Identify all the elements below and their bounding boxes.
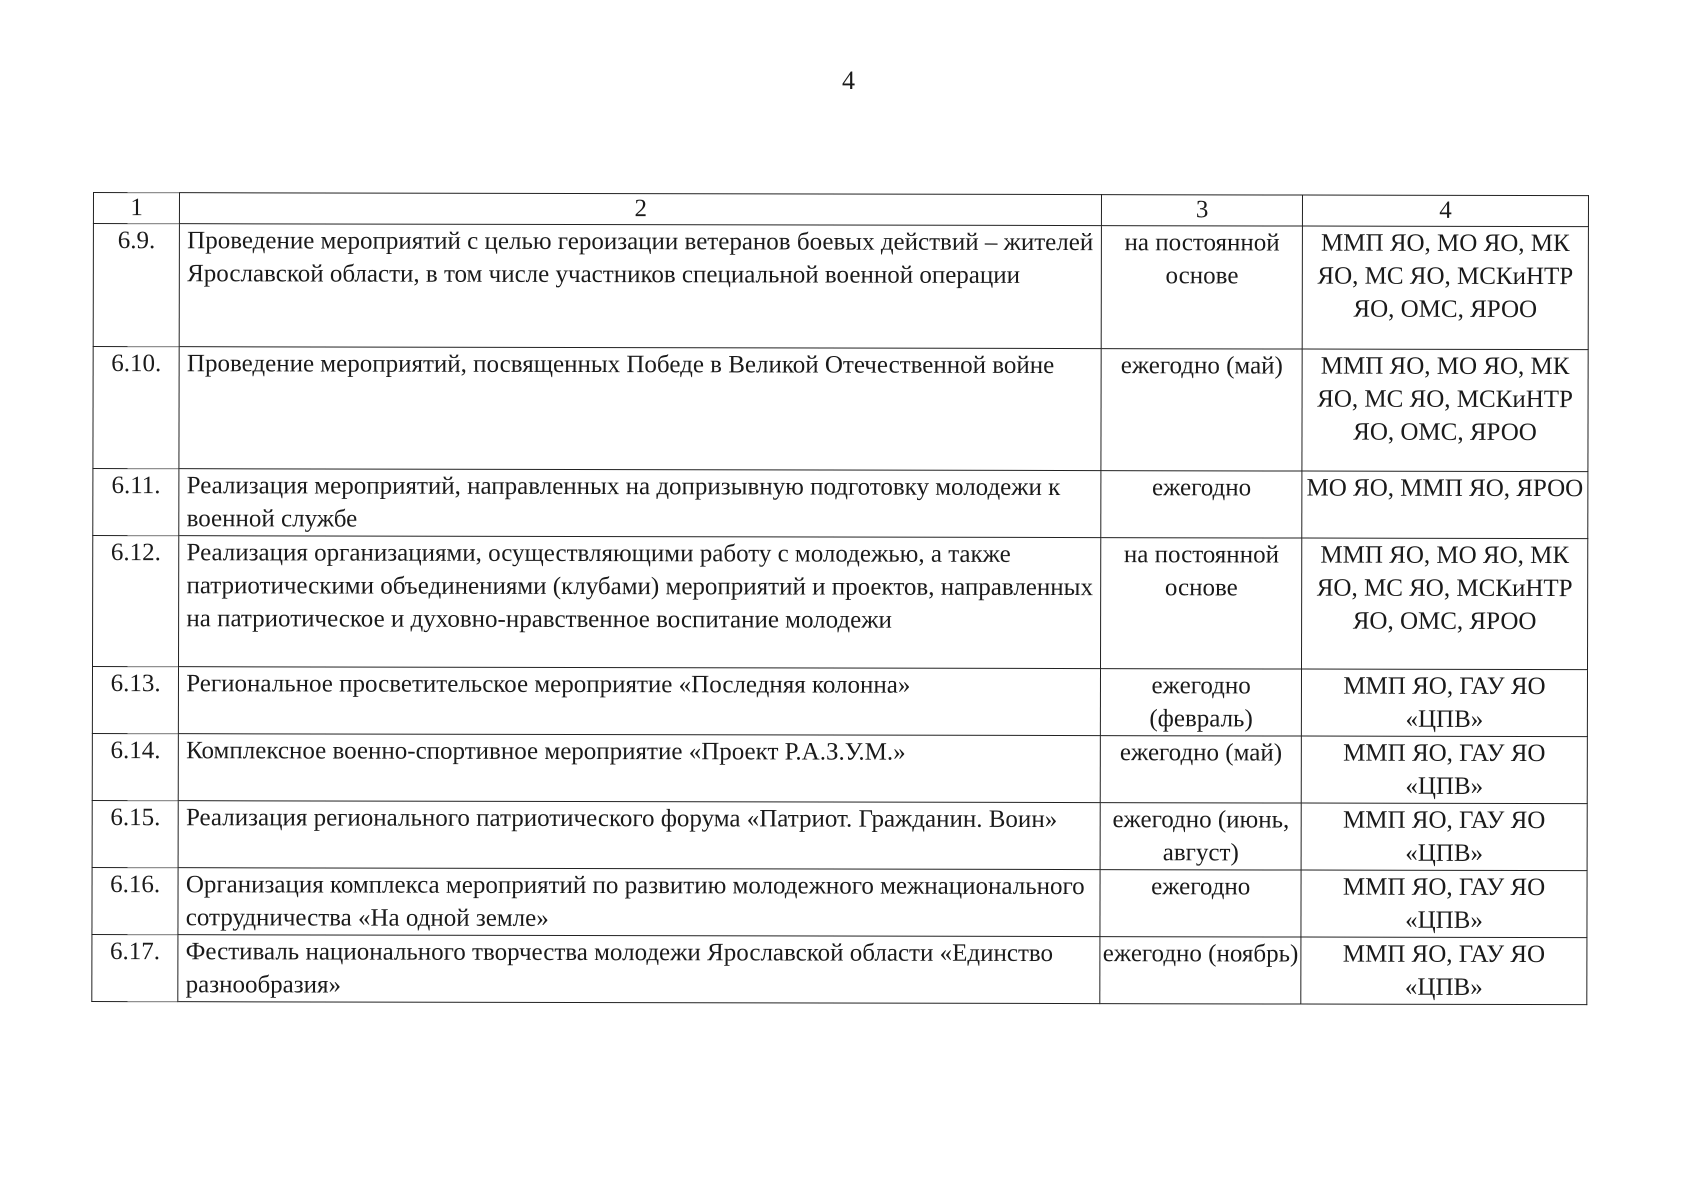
event-executors: ММП ЯО, МО ЯО, МК ЯО, МС ЯО, МСКиНТР ЯО, ОМС, ЯРОО <box>1302 349 1588 472</box>
table-row <box>92 733 1587 803</box>
row-number: 6.13. <box>92 667 178 734</box>
event-term: ежегодно (ноябрь) <box>1100 937 1301 1004</box>
header-col-1: 1 <box>93 193 179 224</box>
row-number: 6.12. <box>93 536 180 667</box>
event-executors: ММП ЯО, ГАУ ЯО «ЦПВ» <box>1301 669 1587 737</box>
table-row <box>93 536 1588 670</box>
table-row <box>93 224 1588 350</box>
event-executors: ММП ЯО, ГАУ ЯО «ЦПВ» <box>1301 870 1587 938</box>
table-row <box>92 800 1587 870</box>
event-description: Реализация организациями, осуществляющими работу с молодежью, а также патриотическими объединениями (клубами) мероприятий и проектов, направленных на патриотическое и духовно-нравственное воспитание молодежи <box>179 536 1101 669</box>
event-executors: ММП ЯО, ГАУ ЯО «ЦПВ» <box>1301 937 1587 1005</box>
header-col-2: 2 <box>180 193 1102 226</box>
events-table <box>91 192 1589 1005</box>
event-term: ежегодно <box>1100 870 1301 937</box>
row-number: 6.15. <box>92 800 178 867</box>
event-executors: ММП ЯО, МО ЯО, МК ЯО, МС ЯО, МСКиНТР ЯО, ОМС, ЯРОО <box>1302 226 1588 350</box>
event-description: Проведение мероприятий, посвященных Победе в Великой Отечественной войне <box>179 347 1101 471</box>
row-number: 6.17. <box>92 934 178 1001</box>
event-executors: ММП ЯО, МО ЯО, МК ЯО, МС ЯО, МСКиНТР ЯО, ОМС, ЯРОО <box>1302 538 1588 670</box>
table-row <box>92 667 1587 737</box>
event-term: ежегодно (июнь, август) <box>1100 803 1301 870</box>
row-number: 6.16. <box>92 867 178 934</box>
table-row <box>93 469 1588 539</box>
event-term: ежегодно (февраль) <box>1101 669 1302 736</box>
table-body <box>92 224 1589 1005</box>
event-executors: МО ЯО, ММП ЯО, ЯРОО <box>1302 471 1588 539</box>
event-description: Реализация мероприятий, направленных на допризывную подготовку молодежи к военной службе <box>179 469 1101 538</box>
event-term: на постоянной основе <box>1101 538 1302 669</box>
row-number: 6.9. <box>93 224 180 347</box>
event-term: ежегодно (май) <box>1101 349 1302 471</box>
table-header-row <box>93 193 1588 227</box>
row-number: 6.10. <box>93 347 180 469</box>
table-row <box>92 934 1587 1004</box>
event-term: ежегодно (май) <box>1101 736 1302 803</box>
table-row <box>93 347 1588 472</box>
row-number: 6.11. <box>93 469 179 536</box>
event-description: Реализация регионального патриотического форума «Патриот. Гражданин. Воин» <box>178 801 1100 870</box>
event-description: Проведение мероприятий с целью героизации ветеранов боевых действий – жителей Ярославской области, в том числе участников специальной военной операции <box>179 224 1101 349</box>
event-term: на постоянной основе <box>1102 226 1303 349</box>
event-description: Фестиваль национального творчества молодежи Ярославской области «Единство разнообразия» <box>178 935 1100 1004</box>
page-number: 4 <box>842 66 855 95</box>
event-executors: ММП ЯО, ГАУ ЯО «ЦПВ» <box>1301 803 1587 871</box>
event-description: Региональное просветительское мероприятие «Последняя колонна» <box>179 667 1101 736</box>
header-col-4: 4 <box>1302 195 1588 227</box>
event-description: Комплексное военно-спортивное мероприятие «Проект Р.А.З.У.М.» <box>179 734 1101 803</box>
event-description: Организация комплекса мероприятий по развитию молодежного межнационального сотрудничества «На одной земле» <box>178 868 1100 937</box>
table-row <box>92 867 1587 937</box>
row-number: 6.14. <box>92 733 178 800</box>
event-executors: ММП ЯО, ГАУ ЯО «ЦПВ» <box>1301 736 1587 804</box>
header-col-3: 3 <box>1102 195 1303 226</box>
event-term: ежегодно <box>1101 471 1302 538</box>
table-header <box>93 193 1588 227</box>
